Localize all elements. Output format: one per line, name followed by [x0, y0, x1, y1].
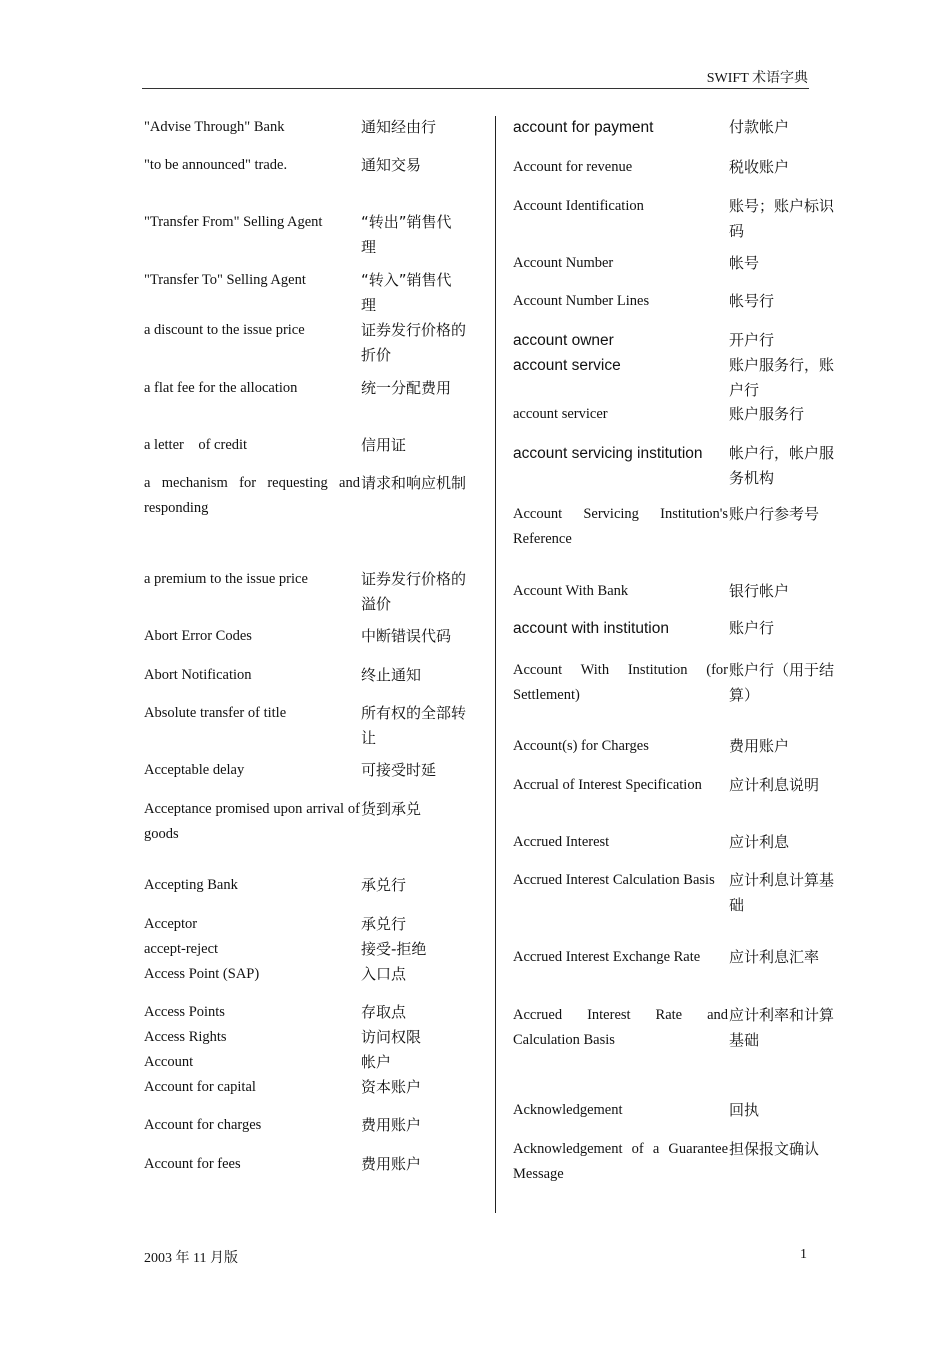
term-english: account service [513, 357, 621, 374]
term-english: Abort Error Codes [144, 628, 252, 644]
term-english: Account for charges [144, 1117, 262, 1133]
term-english: Accrued Interest Exchange Rate [513, 949, 701, 965]
term-chinese: 账户行参考号 [729, 505, 820, 523]
term-chinese: 账户行 [729, 619, 775, 637]
term-chinese: 帐号 [729, 254, 760, 272]
term-english: Account Number [513, 255, 614, 271]
term-english: "to be announced" trade. [144, 157, 288, 173]
term-chinese: 承兑行 [361, 915, 407, 933]
term-english: account owner [513, 332, 614, 349]
term-chinese: 访问权限 [361, 1028, 422, 1046]
term-english: Account With Institution (for Settlement) [513, 662, 728, 703]
term-english: Account With Bank [513, 583, 629, 599]
term-english: Access Point (SAP) [144, 966, 260, 982]
term-english: Accrued Interest Calculation Basis [513, 872, 715, 888]
header-divider [142, 88, 809, 89]
term-english: Abort Notification [144, 667, 252, 683]
term-chinese: 承兑行 [361, 876, 407, 894]
term-chinese: 帐号行 [729, 292, 775, 310]
term-chinese: 通知交易 [361, 156, 422, 174]
term-chinese: 账户服务行 [729, 405, 805, 423]
term-chinese: 担保报文确认 [729, 1140, 820, 1158]
column-divider [495, 116, 496, 1213]
term-english: Acknowledgement of a Guarantee Message [513, 1141, 728, 1182]
term-english: Account Identification [513, 198, 644, 214]
term-chinese: 应计利息汇率 [729, 948, 820, 966]
term-english: a mechanism for requesting and responding [144, 475, 360, 516]
term-chinese: 货到承兑 [361, 800, 422, 818]
term-english: Acceptable delay [144, 762, 245, 778]
term-english: account servicing institution [513, 445, 703, 462]
term-english: account with institution [513, 620, 669, 637]
term-chinese: 资本账户 [361, 1078, 422, 1096]
term-chinese: 应计利率和计算基础 [729, 1006, 835, 1049]
term-chinese: 帐户 [361, 1053, 392, 1071]
page-number: 1 [800, 1247, 807, 1262]
term-chinese: 通知经由行 [361, 118, 437, 136]
term-english: Account Number Lines [513, 293, 650, 309]
term-chinese: 应计利息说明 [729, 776, 820, 794]
term-chinese: 应计利息 [729, 833, 790, 851]
term-english: a premium to the issue price [144, 571, 308, 587]
term-english: Accrued Interest Rate and Calculation Basis [513, 1007, 728, 1048]
term-chinese: 账户行（用于结算） [729, 661, 835, 704]
term-chinese: 所有权的全部转让 [361, 704, 467, 747]
term-chinese: 开户行 [729, 331, 775, 349]
term-english: Acknowledgement [513, 1102, 623, 1118]
term-chinese: 终止通知 [361, 666, 422, 684]
term-chinese: 证券发行价格的溢价 [361, 570, 467, 613]
term-english: a flat fee for the allocation [144, 380, 298, 396]
term-english: account servicer [513, 406, 608, 422]
term-english: Accrual of Interest Specification [513, 777, 702, 793]
term-english: Acceptor [144, 916, 198, 932]
term-chinese: “转出”销售代理 [361, 213, 452, 256]
document-header-title: SWIFT 术语字典 [706, 71, 808, 86]
term-chinese: 付款帐户 [729, 118, 790, 136]
term-chinese: 应计利息计算基础 [729, 871, 835, 914]
term-english: Access Points [144, 1004, 225, 1020]
term-chinese: 接受-拒绝 [361, 940, 427, 958]
term-chinese: 存取点 [361, 1003, 407, 1021]
term-chinese: 账号；账户标识码 [729, 197, 835, 240]
term-english: Account for capital [144, 1079, 256, 1095]
term-chinese: 入口点 [361, 965, 407, 983]
term-chinese: 请求和响应机制 [361, 474, 467, 492]
term-chinese: “转入”销售代理 [361, 271, 452, 314]
term-chinese: 中断错误代码 [361, 627, 452, 645]
term-english: a letter of credit [144, 437, 248, 453]
term-chinese: 费用账户 [361, 1155, 422, 1173]
term-chinese: 统一分配费用 [361, 379, 452, 397]
term-chinese: 税收账户 [729, 158, 790, 176]
term-chinese: 账户服务行，账户行 [729, 356, 835, 399]
term-english: Account Servicing Institution's Reference [513, 506, 728, 547]
term-chinese: 可接受时延 [361, 761, 437, 779]
term-english: Account for fees [144, 1156, 241, 1172]
term-english: Accrued Interest [513, 834, 610, 850]
term-english: "Transfer To" Selling Agent [144, 272, 306, 288]
term-english: Absolute transfer of title [144, 705, 287, 721]
term-chinese: 帐户行，帐户服务机构 [729, 444, 835, 487]
term-english: Account(s) for Charges [513, 738, 649, 754]
term-chinese: 证券发行价格的折价 [361, 321, 467, 364]
term-english: "Transfer From" Selling Agent [144, 214, 323, 230]
term-english: Account for revenue [513, 159, 633, 175]
footer-edition: 2003 年 11 月版 [144, 1251, 238, 1266]
term-english: Account [144, 1054, 194, 1070]
term-chinese: 费用账户 [361, 1116, 422, 1134]
term-english: a discount to the issue price [144, 322, 305, 338]
term-chinese: 回执 [729, 1101, 760, 1119]
term-chinese: 信用证 [361, 436, 407, 454]
term-english: Accepting Bank [144, 877, 238, 893]
term-chinese: 银行帐户 [729, 582, 790, 600]
term-english: "Advise Through" Bank [144, 119, 285, 135]
term-english: account for payment [513, 119, 654, 136]
term-english: Access Rights [144, 1029, 227, 1045]
term-english: accept-reject [144, 941, 219, 957]
term-chinese: 费用账户 [729, 737, 790, 755]
term-english: Acceptance promised upon arrival of goods [144, 801, 360, 842]
